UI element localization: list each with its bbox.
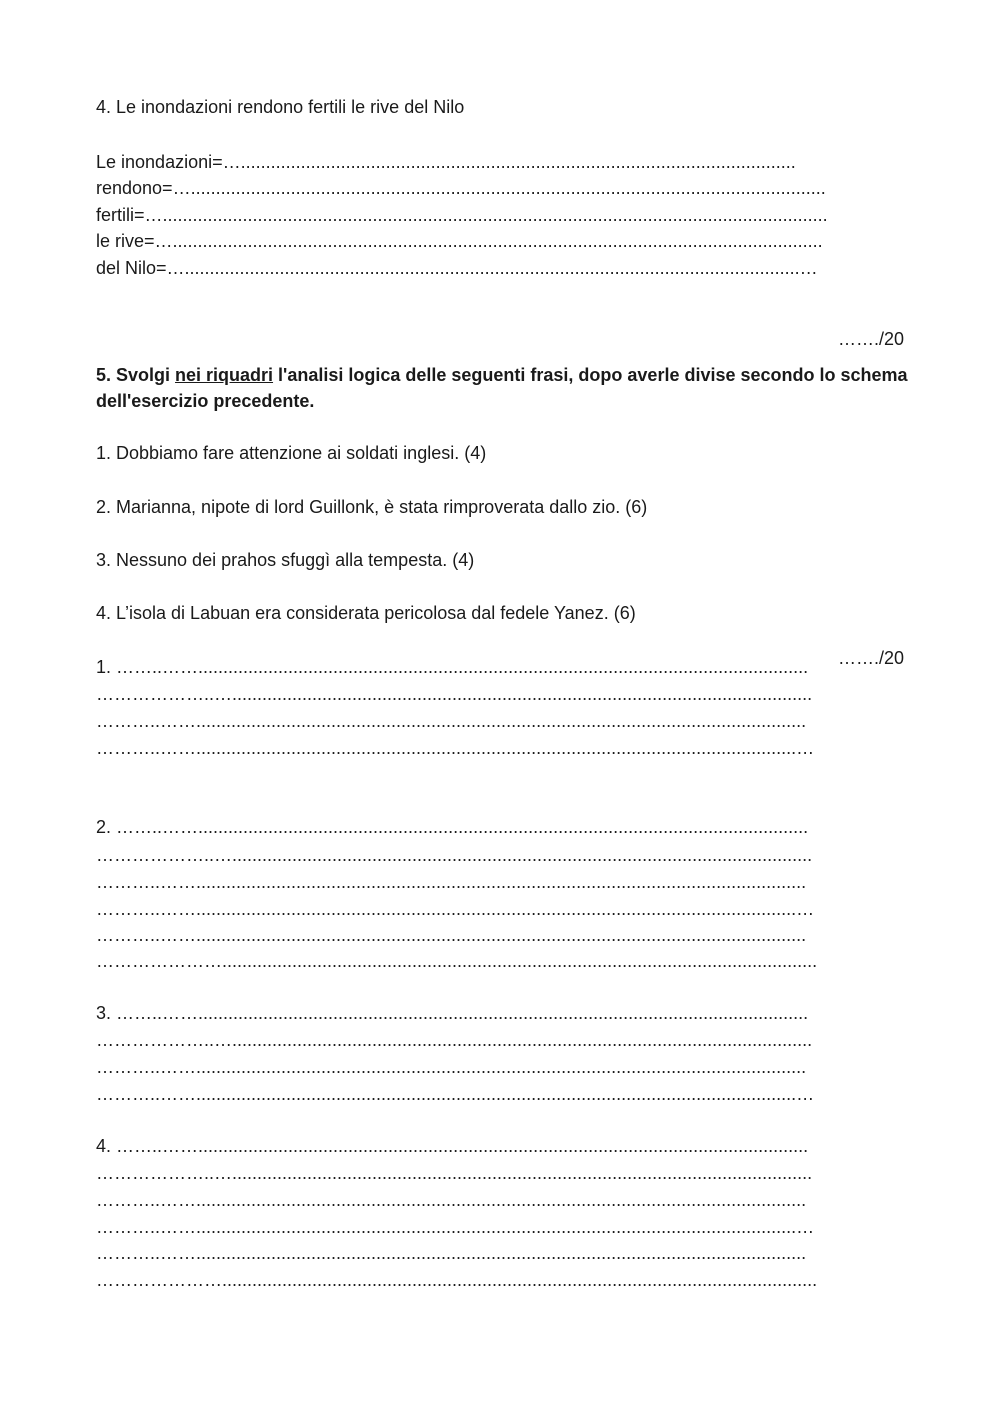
analysis-line-le-inondazioni[interactable]: Le inondazioni=…............................................................................................................... — [96, 152, 796, 172]
answer-line[interactable]: ………..……........................................................................................................................… — [96, 1217, 815, 1237]
answer-line[interactable]: ………..…….......................................................................................................................... — [96, 1243, 807, 1263]
sentence-4: 4. L’isola di Labuan era considerata pericolosa dal fedele Yanez. (6) — [96, 603, 636, 623]
analysis-line-fertili[interactable]: fertili=…..................................................................................................................................... — [96, 205, 828, 225]
exercise-5-title — [96, 362, 908, 414]
answer-line[interactable]: ………………..….................................................................................................................... — [96, 845, 813, 865]
answer-line[interactable]: …………………....................................................................................................................... — [96, 951, 818, 971]
answer-line[interactable]: 2. ……..…….......................................................................................................................... — [96, 817, 809, 837]
title-post: l'analisi logica delle seguenti frasi, dopo averle divise secondo lo schema dell'esercizio precedente. — [96, 365, 908, 411]
answer-line[interactable]: 1. ……..…….......................................................................................................................... — [96, 657, 809, 677]
answer-line[interactable]: ………..……........................................................................................................................… — [96, 899, 815, 919]
answer-line[interactable]: ………..…….......................................................................................................................... — [96, 872, 807, 892]
answer-line[interactable]: ………………..….................................................................................................................... — [96, 684, 813, 704]
answer-line[interactable]: ………………..….................................................................................................................... — [96, 1163, 813, 1183]
answer-line[interactable]: ………..……........................................................................................................................… — [96, 738, 815, 758]
exercise-5-score: ……./20 — [837, 648, 904, 668]
answer-line[interactable]: ………..…….......................................................................................................................... — [96, 711, 807, 731]
answer-line[interactable]: ………………..….................................................................................................................... — [96, 1030, 813, 1050]
answer-line[interactable]: 3. ……..…….......................................................................................................................... — [96, 1003, 809, 1023]
answer-line[interactable]: 4. ……..…….......................................................................................................................... — [96, 1136, 809, 1156]
answer-line[interactable]: ………..…….......................................................................................................................... — [96, 925, 807, 945]
sentence-1: 1. Dobbiamo fare attenzione ai soldati inglesi. (4) — [96, 443, 487, 463]
analysis-line-rendono[interactable]: rendono=…............................................................................................................................... — [96, 178, 826, 198]
analysis-line-del-nilo[interactable]: del Nilo=…...........................................................................................................................… — [96, 258, 818, 278]
exercise-4-score: ……./20 — [837, 329, 904, 349]
answer-line[interactable]: ………..…….......................................................................................................................... — [96, 1190, 807, 1210]
answer-line[interactable]: ………..……........................................................................................................................… — [96, 1084, 815, 1104]
exercise-4-sentence: 4. Le inondazioni rendono fertili le rive del Nilo — [96, 97, 465, 117]
sentence-3: 3. Nessuno dei prahos sfuggì alla tempesta. (4) — [96, 550, 475, 570]
sentence-2: 2. Marianna, nipote di lord Guillonk, è stata rimproverata dallo zio. (6) — [96, 497, 648, 517]
answer-line[interactable]: ………..…….......................................................................................................................... — [96, 1057, 807, 1077]
answer-line[interactable]: …………………....................................................................................................................... — [96, 1270, 818, 1290]
title-underlined: nei riquadri — [175, 365, 274, 385]
analysis-line-le-rive[interactable]: le rive=….................................................................................................................................. — [96, 231, 823, 251]
title-pre: 5. Svolgi — [96, 365, 176, 385]
